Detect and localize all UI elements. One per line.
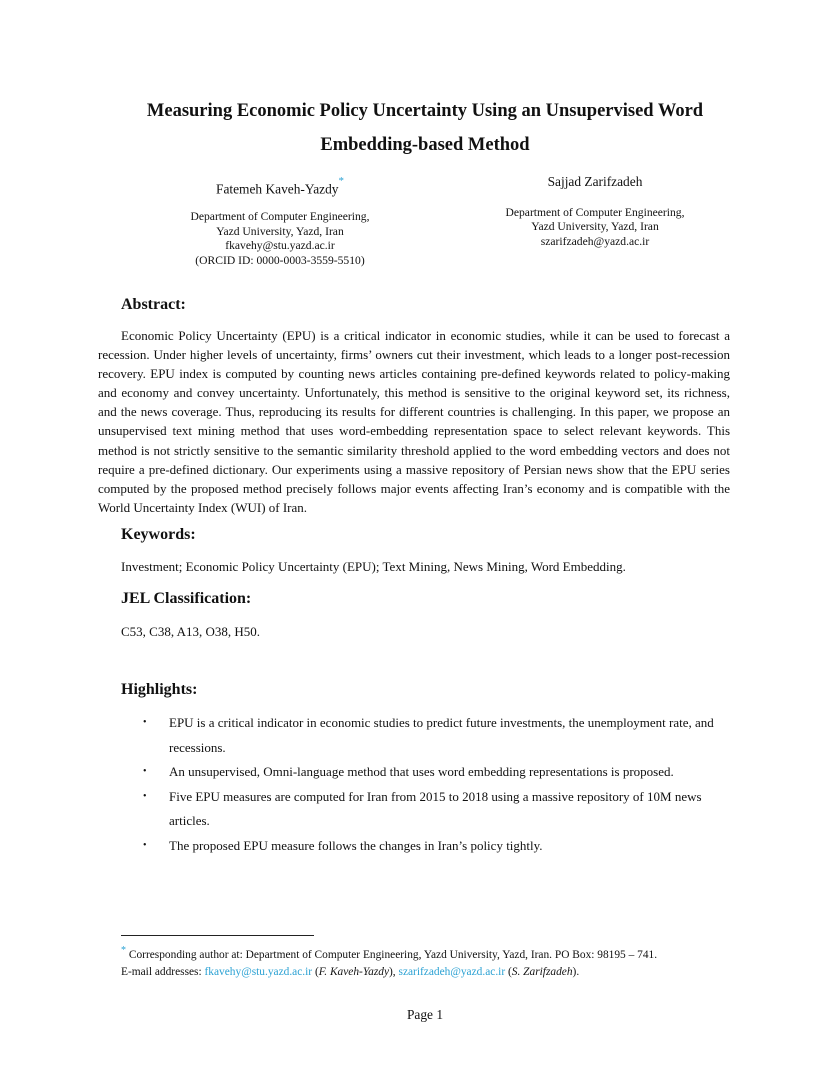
author-name-2: Sajjad Zarifzadeh — [547, 174, 643, 189]
email-link-1[interactable]: fkavehy@stu.yazd.ac.ir — [204, 965, 313, 978]
author-2-dept: Department of Computer Engineering, — [505, 205, 685, 219]
footnote-marker: * — [121, 945, 126, 956]
bullet-icon: • — [143, 839, 147, 851]
title-line-1: Measuring Economic Policy Uncertainty Using an Unsupervised Word — [146, 101, 704, 121]
email-link-2[interactable]: szarifzadeh@yazd.ac.ir — [398, 965, 506, 978]
bullet-icon: • — [143, 766, 147, 777]
list-item: • The proposed EPU measure follows the changes in Iran’s policy tightly. — [121, 834, 731, 859]
list-item: • EPU is a critical indicator in economic studies to predict future investments, the unemployment rate, and recessions. — [121, 711, 731, 760]
author-1-email: fkavehy@stu.yazd.ac.ir — [225, 239, 335, 253]
bullet-icon: • — [143, 790, 147, 802]
author-1-univ: Yazd University, Yazd, Iran — [216, 224, 344, 238]
author-1-orcid: (ORCID ID: 0000-0003-3559-5510) — [195, 253, 365, 267]
jel-heading: JEL Classification: — [121, 590, 252, 607]
paper-title — [100, 94, 750, 162]
author-1-dept: Department of Computer Engineering, — [190, 210, 370, 224]
author-block-1 — [160, 175, 400, 268]
list-item: • An unsupervised, Omni-language method that uses word embedding representations is proposed. — [121, 760, 731, 785]
author-block-2 — [475, 174, 715, 249]
abstract-paragraph: Economic Policy Uncertainty (EPU) is a critical indicator in economic studies, while it can be used to forecast a recession. Under higher levels of uncertainty, firms’ owners cut their investment, which leads to a longer post-recession recovery. EPU index is computed by counting news articles containing pre-defined keywords related to policy-making and economy and convey uncertainty. Unfortunately, this method is sensitive to the original keyword set, its richness, and the news coverage. Thus, reproducing its results for different countries is challenging. In this paper, we propose an unsupervised text mining method that uses word-embedding representation space to select relevant keywords. This method is not strictly sensitive to the semantic similarity threshold applied to the word embedding vectors and does not require a pre-defined dictionary. Our experiments using a massive repository of Persian news show that the EPU series computed by the proposed method precisely follows major events affecting Iran’s economy and is compatible with the World Uncertainty Index (WUI) of Iran. — [98, 328, 730, 515]
page-number: Page 1 — [406, 1007, 444, 1022]
author-2-univ: Yazd University, Yazd, Iran — [531, 220, 659, 234]
list-item: • Five EPU measures are computed for Iran from 2015 to 2018 using a massive repository of 10M news articles. — [121, 785, 731, 834]
footnote-line-1: * Corresponding author at: Department of Computer Engineering, Yazd University, Yazd, Iran. PO Box: 98195 – 741. — [121, 945, 658, 961]
highlights-list — [121, 711, 731, 858]
keywords-heading: Keywords: — [121, 526, 196, 543]
highlights-heading: Highlights: — [121, 681, 198, 698]
author-2-email: szarifzadeh@yazd.ac.ir — [540, 234, 650, 248]
email-owner-1: F. Kaveh-Yazdy — [318, 965, 390, 978]
title-line-2: Embedding-based Method — [320, 135, 530, 155]
footnote-line-2: E-mail addresses: fkavehy@stu.yazd.ac.ir (F. Kaveh-Yazdy), szarifzadeh@yazd.ac.ir (S. Zarifzadeh). — [121, 965, 580, 978]
bullet-icon: • — [143, 717, 147, 728]
author-name-1: Fatemeh Kaveh-Yazdy* — [216, 175, 344, 197]
footnote — [121, 942, 761, 981]
email-owner-2: S. Zarifzadeh — [511, 965, 573, 978]
abstract-heading: Abstract: — [121, 296, 186, 313]
jel-text: C53, C38, A13, O38, H50. — [121, 624, 261, 639]
keywords-text: Investment; Economic Policy Uncertainty (EPU); Text Mining, News Mining, Word Embedding. — [121, 559, 626, 574]
corresponding-author-marker[interactable]: * — [338, 175, 344, 187]
abstract-body — [98, 326, 730, 517]
footnote-divider — [121, 935, 314, 936]
